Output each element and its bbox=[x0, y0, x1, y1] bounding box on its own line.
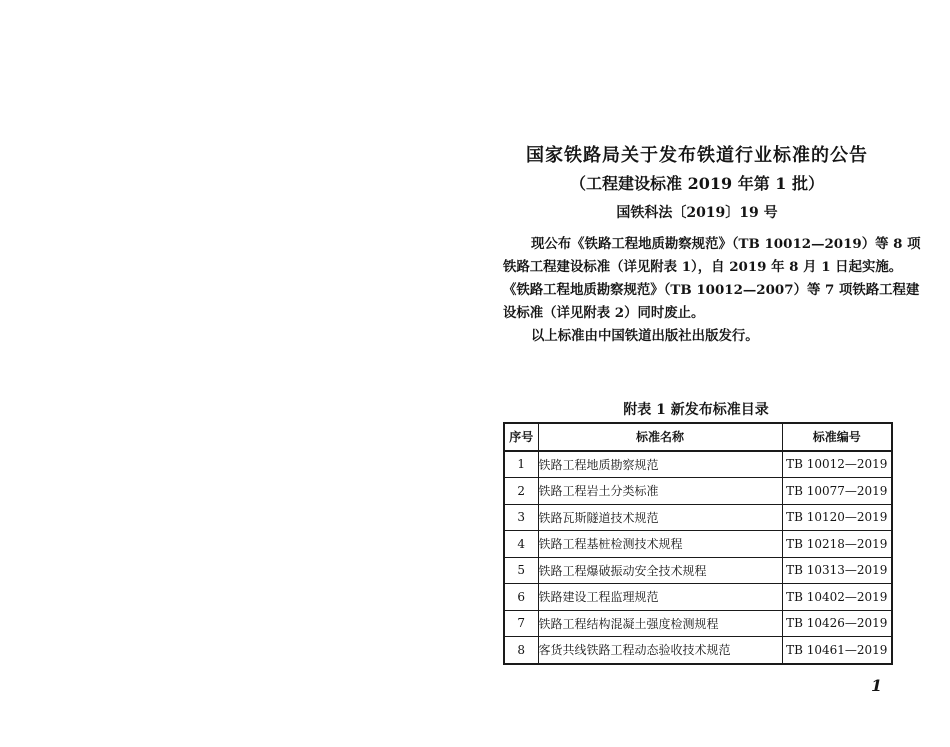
row-no: 7 bbox=[504, 610, 538, 637]
row-name: 铁路工程地质勘察规范 bbox=[538, 451, 782, 478]
row-code: TB 10313—2019 bbox=[782, 557, 892, 584]
table-row bbox=[504, 478, 892, 505]
body-line-2: 铁路工程建设标准（详见附表 1），自 2019 年 8 月 1 日起实施。 bbox=[503, 259, 903, 275]
notice-title: 国家铁路局关于发布铁道行业标准的公告 bbox=[526, 145, 868, 166]
table-row bbox=[504, 531, 892, 558]
header-code: 标准编号 bbox=[782, 423, 892, 451]
body-line-3: 《铁路工程地质勘察规范》（TB 10012—2007）等 7 项铁路工程建 bbox=[503, 282, 920, 298]
header-name: 标准名称 bbox=[538, 423, 782, 451]
row-no: 2 bbox=[504, 478, 538, 505]
row-code: TB 10218—2019 bbox=[782, 531, 892, 558]
table-row bbox=[504, 637, 892, 664]
table-row bbox=[504, 610, 892, 637]
row-name: 铁路瓦斯隧道技术规范 bbox=[538, 504, 782, 531]
body-line-1: 现公布《铁路工程地质勘察规范》（TB 10012—2019）等 8 项 bbox=[531, 236, 921, 252]
row-no: 6 bbox=[504, 584, 538, 611]
row-name: 铁路建设工程监理规范 bbox=[538, 584, 782, 611]
page-number: 1 bbox=[871, 676, 883, 695]
standards-table bbox=[503, 422, 893, 665]
row-code: TB 10077—2019 bbox=[782, 478, 892, 505]
table-title: 附表 1 新发布标准目录 bbox=[623, 402, 769, 418]
table-row bbox=[504, 504, 892, 531]
row-code: TB 10012—2019 bbox=[782, 451, 892, 478]
row-name: 铁路工程爆破振动安全技术规程 bbox=[538, 557, 782, 584]
row-code: TB 10461—2019 bbox=[782, 637, 892, 664]
table-row bbox=[504, 557, 892, 584]
header-no: 序号 bbox=[504, 423, 538, 451]
row-name: 铁路工程结构混凝土强度检测规程 bbox=[538, 610, 782, 637]
row-code: TB 10426—2019 bbox=[782, 610, 892, 637]
row-code: TB 10120—2019 bbox=[782, 504, 892, 531]
table-row bbox=[504, 451, 892, 478]
body-line-5: 以上标准由中国铁道出版社出版发行。 bbox=[531, 328, 759, 344]
row-no: 8 bbox=[504, 637, 538, 664]
table-header-row bbox=[504, 423, 892, 451]
row-name: 铁路工程基桩检测技术规程 bbox=[538, 531, 782, 558]
row-no: 5 bbox=[504, 557, 538, 584]
row-no: 3 bbox=[504, 504, 538, 531]
notice-subtitle: （工程建设标准 2019 年第 1 批） bbox=[570, 174, 824, 193]
row-no: 4 bbox=[504, 531, 538, 558]
row-code: TB 10402—2019 bbox=[782, 584, 892, 611]
body-line-4: 设标准（详见附表 2）同时废止。 bbox=[503, 305, 705, 321]
table-row bbox=[504, 584, 892, 611]
document-number: 国铁科法〔2019〕19 号 bbox=[616, 205, 778, 221]
row-no: 1 bbox=[504, 451, 538, 478]
row-name: 客货共线铁路工程动态验收技术规范 bbox=[538, 637, 782, 664]
row-name: 铁路工程岩土分类标准 bbox=[538, 478, 782, 505]
